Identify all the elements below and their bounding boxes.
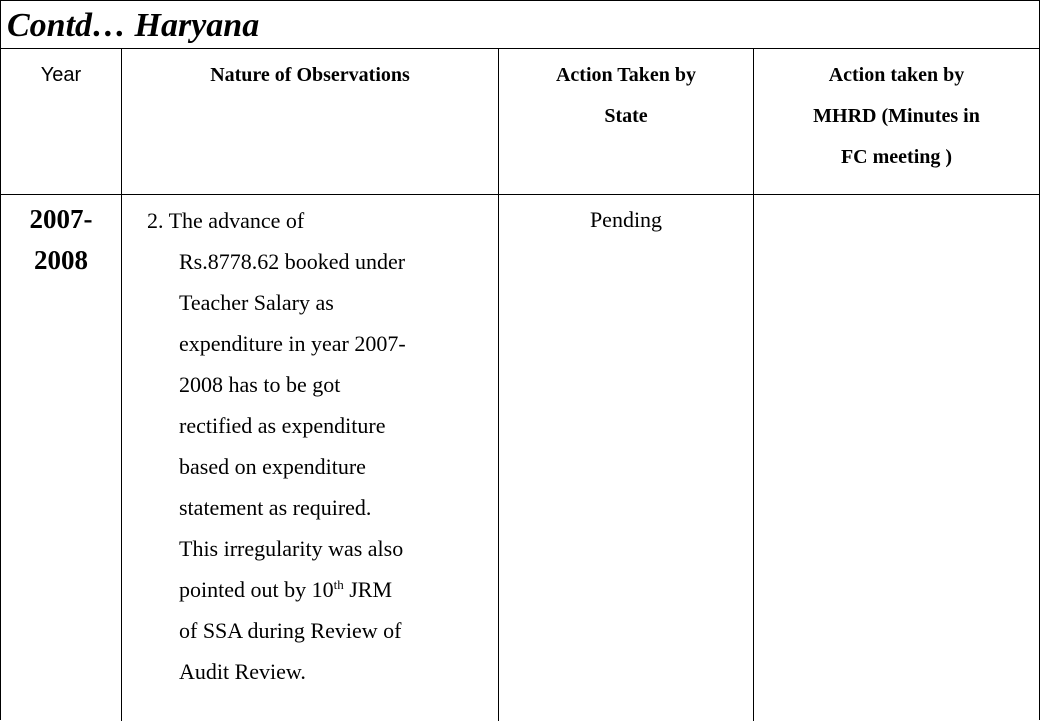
observation-lead: 2. The advance of — [147, 208, 305, 233]
column-divider — [121, 49, 122, 721]
observation-line-jrm — [179, 569, 497, 610]
year-line1: 2007- — [29, 204, 93, 234]
cell-action-mhrd — [754, 195, 1039, 720]
jrm-before: pointed out by 10 — [179, 577, 334, 602]
header-action-mhrd-line1: Action taken by — [828, 64, 965, 86]
observation-line: This irregularity was also — [179, 536, 404, 561]
header-nature — [122, 49, 498, 96]
header-action-state-line1: Action Taken by — [555, 64, 697, 86]
observation-line: rectified as expenditure — [179, 413, 386, 438]
header-year-label: Year — [40, 64, 82, 86]
header-action-mhrd-line3: FC meeting ) — [840, 146, 953, 168]
header-nature-label: Nature of Observations — [210, 64, 410, 86]
jrm-after: JRM — [343, 577, 393, 602]
observation-body — [147, 241, 497, 692]
observation-line: Rs.8778.62 booked under — [179, 249, 406, 274]
year-line2: 2008 — [34, 245, 88, 275]
header-action-mhrd — [754, 49, 1039, 178]
cell-action-state — [499, 195, 753, 240]
action-state-status: Pending — [589, 207, 663, 232]
title-row — [1, 1, 1039, 49]
cell-observation — [147, 195, 497, 692]
observation-line: Audit Review. — [179, 659, 306, 684]
observation-line: of SSA during Review of — [179, 618, 402, 643]
observation-line: based on expenditure — [179, 454, 366, 479]
header-action-mhrd-line2: MHRD (Minutes in — [813, 105, 980, 127]
page-title: Contd… Haryana — [7, 7, 260, 44]
cell-year — [1, 195, 121, 281]
header-action-state-line2: State — [604, 105, 648, 127]
observation-line: statement as required. — [179, 495, 372, 520]
observation-line: 2008 has to be got — [179, 372, 341, 397]
observation-line: expenditure in year 2007- — [179, 331, 406, 356]
header-year — [1, 49, 121, 96]
column-divider — [498, 49, 499, 721]
header-action-state — [499, 49, 753, 137]
observation-line: Teacher Salary as — [179, 290, 334, 315]
jrm-superscript: th — [333, 577, 344, 592]
